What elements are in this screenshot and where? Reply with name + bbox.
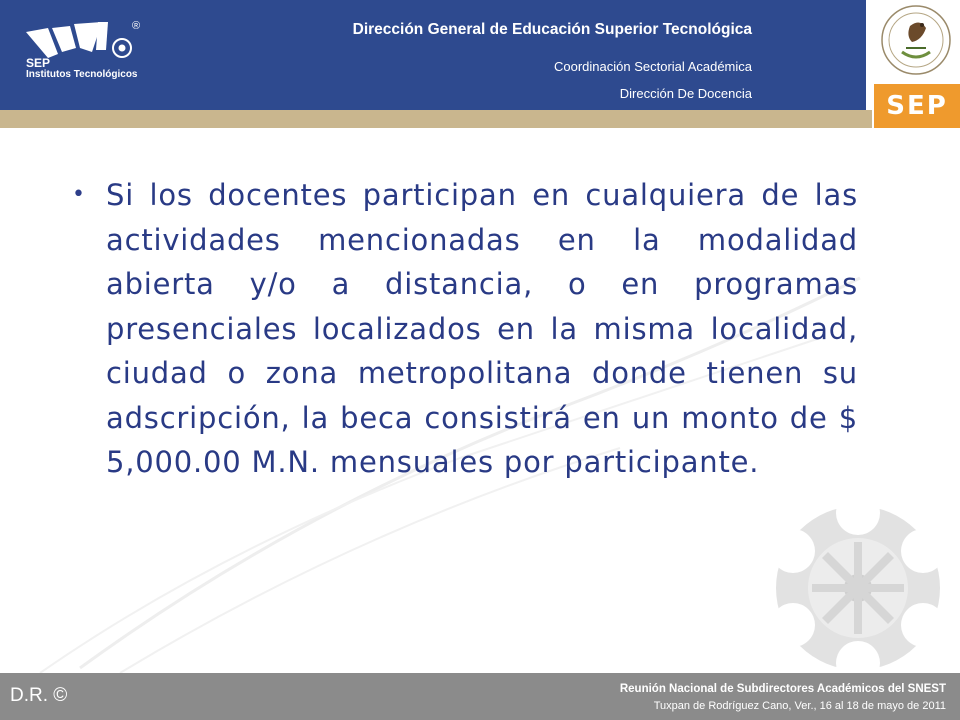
- logo-institutos-label: Institutos Tecnológicos: [26, 69, 138, 80]
- bullet-item: [72, 173, 858, 485]
- logo-sep-label: SEP: [26, 56, 51, 70]
- sep-badge: SEP: [874, 84, 960, 128]
- header-bar: [0, 0, 866, 110]
- bullet-icon: •: [72, 182, 85, 207]
- footer-location: Tuxpan de Rodríguez Cano, Ver., 16 al 18 de mayo de 2011: [653, 700, 946, 712]
- coat-of-arms-icon: [876, 0, 956, 82]
- header-stripe: [0, 110, 960, 128]
- footer-event-title: Reunión Nacional de Subdirectores Académicos del SNEST: [619, 683, 946, 695]
- subtitle-coordinacion: Coordinación Sectorial Académica: [554, 59, 752, 74]
- page-title: Dirección General de Educación Superior Tecnológica: [352, 21, 752, 38]
- subtitle-direccion: Dirección De Docencia: [619, 86, 752, 101]
- copyright-label: D.R. ©: [10, 685, 68, 706]
- body-paragraph: Si los docentes participan en cualquiera de las actividades mencionadas en la modalidad abierta y/o a distancia, o en programas presenciales localizados en la misma localidad, ciudad o zona metropolitana donde tienen su adscripción, la beca consistirá en un monto de $ 5,000.00 M.N. mensuales por participante.: [106, 178, 858, 479]
- footer-bar: [0, 673, 960, 720]
- registered-mark: ®: [132, 20, 141, 32]
- slide-content: [72, 173, 858, 485]
- logo-text: [26, 58, 137, 80]
